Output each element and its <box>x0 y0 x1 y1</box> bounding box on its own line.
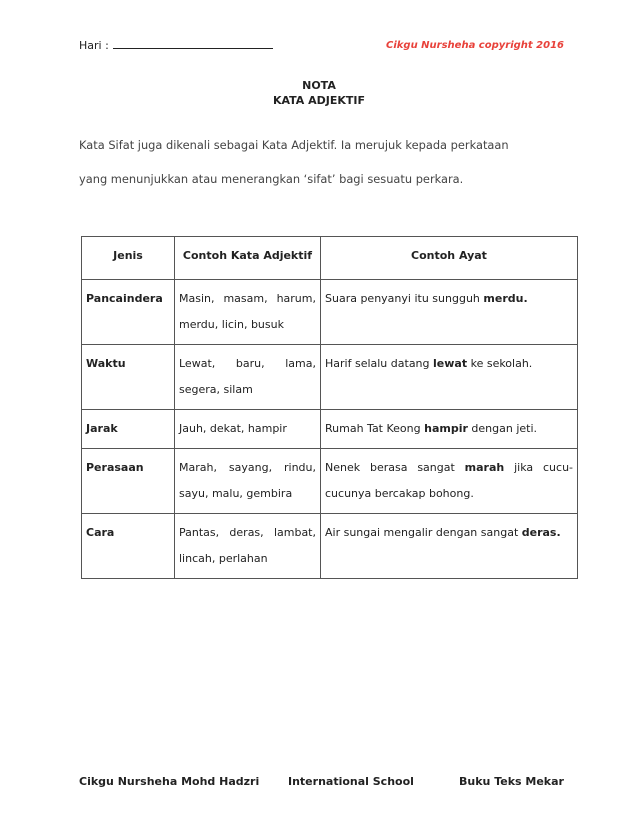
footer-author: Cikgu Nursheha Mohd Hadzri <box>79 775 260 788</box>
footer-school: International School <box>288 775 414 788</box>
footer-book: Buku Teks Mekar <box>459 775 564 788</box>
cell-contoh: Pantas, deras, lambat, lincah, perlahan <box>175 514 321 579</box>
ayat-text-end: dengan jeti. <box>467 422 538 435</box>
cell-jenis: Pancaindera <box>82 280 175 345</box>
ayat-text: Harif selalu datang <box>325 357 434 370</box>
ayat-keyword: hampir <box>424 422 468 435</box>
intro-line-1: Kata Sifat juga dikenali sebagai Kata Adjektif. Ia merujuk kepada perkataan <box>79 138 509 152</box>
table-row <box>82 410 578 449</box>
table-row <box>82 280 578 345</box>
cell-ayat <box>321 410 578 449</box>
copyright-note: Cikgu Nursheha copyright 2016 <box>386 40 565 51</box>
intro-line-2: yang menunjukkan atau menerangkan ‘sifat’ bagi sesuatu perkara. <box>79 172 464 186</box>
table-row <box>82 449 578 514</box>
cell-ayat <box>321 514 578 579</box>
ayat-text: Air sungai mengalir dengan sangat <box>325 526 522 539</box>
cell-jenis: Waktu <box>82 345 175 410</box>
ayat-keyword: deras. <box>521 526 561 539</box>
cell-ayat <box>321 280 578 345</box>
cell-jenis: Jarak <box>82 410 175 449</box>
ayat-text: Nenek berasa sangat <box>325 461 465 474</box>
table-header-row <box>82 237 578 280</box>
ayat-keyword: lewat <box>433 357 468 370</box>
header-jenis: Jenis <box>82 237 175 280</box>
cell-contoh: Lewat, baru, lama, segera, silam <box>175 345 321 410</box>
cell-contoh: Masin, masam, harum, merdu, licin, busuk <box>175 280 321 345</box>
table-row <box>82 514 578 579</box>
page-subtitle: KATA ADJEKTIF <box>272 94 366 107</box>
table-row <box>82 345 578 410</box>
ayat-keyword: marah <box>464 461 505 474</box>
ayat-text-end: ke sekolah. <box>467 357 533 370</box>
hari-label: Hari : <box>79 39 109 52</box>
ayat-text-end: jika cucu-cucunya bercakap bohong. <box>325 461 574 500</box>
hari-blank-line <box>113 39 273 49</box>
ayat-keyword: merdu. <box>483 292 528 305</box>
cell-contoh: Marah, sayang, rindu, sayu, malu, gembira <box>175 449 321 514</box>
cell-jenis: Cara <box>82 514 175 579</box>
adjective-table <box>81 236 578 579</box>
ayat-text: Rumah Tat Keong <box>325 422 425 435</box>
page-title: NOTA <box>302 79 336 92</box>
cell-jenis: Perasaan <box>82 449 175 514</box>
header-contoh-ayat: Contoh Ayat <box>321 237 578 280</box>
hari-field <box>79 39 273 52</box>
cell-ayat <box>321 449 578 514</box>
ayat-text: Suara penyanyi itu sungguh <box>325 292 484 305</box>
cell-contoh: Jauh, dekat, hampir <box>175 410 321 449</box>
cell-ayat <box>321 345 578 410</box>
header-contoh-kata: Contoh Kata Adjektif <box>175 237 321 280</box>
